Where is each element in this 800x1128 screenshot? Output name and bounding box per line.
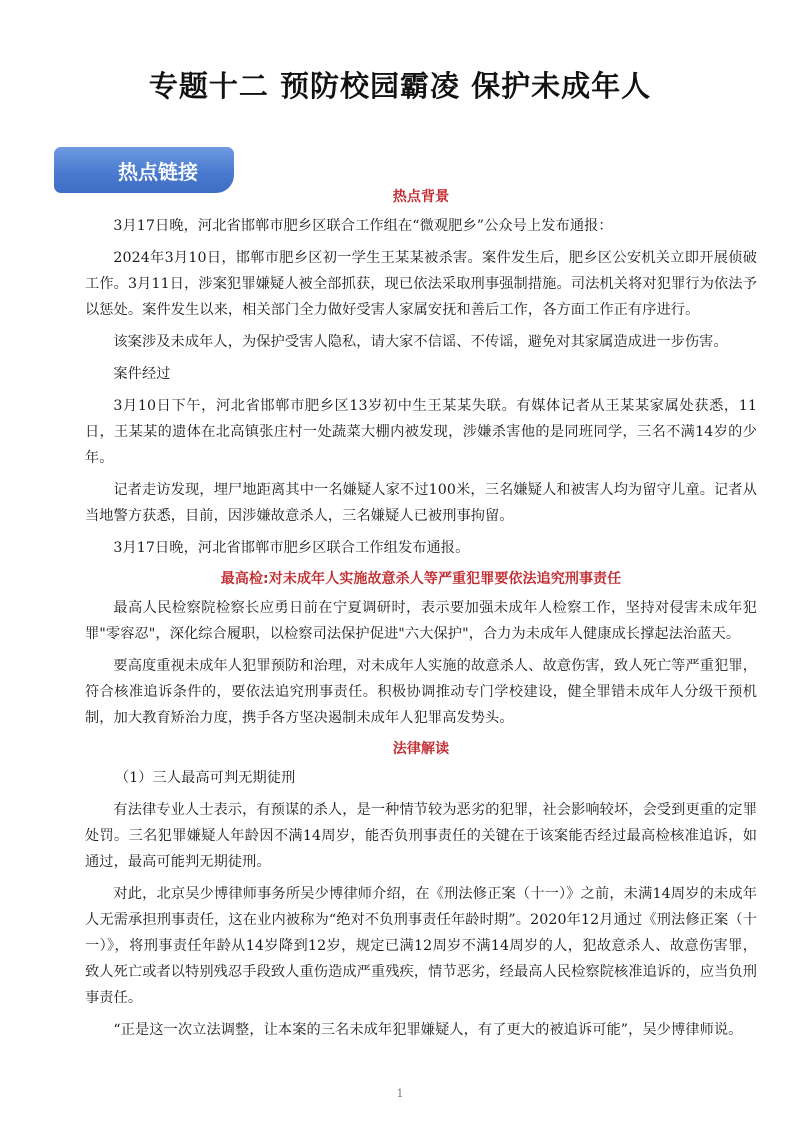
legal-subheading: （1）三人最高可判无期徒刑	[114, 770, 296, 786]
paragraph: 3月10日下午，河北省邯郸市肥乡区13岁初中生王某某失联。有媒体记者从王某某家属处获悉，11日，王某某的遗体在北高镇张庄村一处蔬菜大棚内被发现，涉嫌杀害他的是同班同学，三名不满14岁的少年。	[85, 398, 757, 466]
paragraph: 案件经过	[113, 366, 171, 382]
section-heading-legal: 法律解读	[392, 741, 450, 757]
section-heading-procuratorate: 最高检:对未成年人实施故意杀人等严重犯罪要依法追究刑事责任	[220, 571, 622, 587]
page-title: 专题十二 预防校园霸凌 保护未成年人	[148, 69, 652, 103]
paragraph: 要高度重视未成年人犯罪预防和治理，对未成年人实施的故意杀人、故意伤害，致人死亡等严重犯罪，符合核准追诉条件的，要依法追究刑事责任。积极协调推动专门学校建设，健全罪错未成年人分级干预机制，加大教育矫治力度，携手各方坚决遏制未成年人犯罪高发势头。	[85, 658, 757, 726]
article-body	[85, 185, 757, 1049]
paragraph: 2024年3月10日，邯郸市肥乡区初一学生王某某被杀害。案件发生后，肥乡区公安机关立即开展侦破工作。3月11日，涉案犯罪嫌疑人被全部抓获，现已依法采取刑事强制措施。司法机关将对犯罪行为依法予以惩处。案件发生以来，相关部门全力做好受害人家属安抚和善后工作，各方面工作正有序进行。	[85, 250, 757, 318]
paragraph: 该案涉及未成年人，为保护受害人隐私，请大家不信谣、不传谣，避免对其家属造成进一步伤害。	[113, 334, 728, 350]
page-number: 1	[396, 1087, 404, 1100]
paragraph: 有法律专业人士表示，有预谋的杀人，是一种情节较为恶劣的犯罪，社会影响较坏，会受到更重的定罪处罚。三名犯罪嫌疑人年龄因不满14周岁，能否负刑事责任的关键在于该案能否经过最高检核准追诉，如通过，最高可能判无期徒刑。	[85, 802, 757, 870]
paragraph: 最高人民检察院检察长应勇日前在宁夏调研时，表示要加强未成年人检察工作，坚持对侵害未成年犯罪"零容忍"，深化综合履职，以检察司法保护促进"六大保护"，合力为未成年人健康成长撑起法治蓝天。	[85, 600, 757, 642]
paragraph: “正是这一次立法调整，让本案的三名未成年犯罪嫌疑人，有了更大的被追诉可能”，吴少博律师说。	[113, 1022, 743, 1038]
paragraph: 记者走访发现，埋尸地距离其中一名嫌疑人家不过100米，三名嫌疑人和被害人均为留守儿童。记者从当地警方获悉，目前，因涉嫌故意杀人，三名嫌疑人已被刑事拘留。	[85, 482, 757, 524]
paragraph: 3月17日晚，河北省邯郸市肥乡区联合工作组发布通报。	[113, 540, 470, 556]
paragraph: 对此，北京吴少博律师事务所吴少博律师介绍，在《刑法修正案（十一）》之前，未满14周岁的未成年人无需承担刑事责任，这在业内被称为“绝对不负刑事责任年龄时期”。2020年12月通过《刑法修正案（十一）》，将刑事责任年龄从14岁降到12岁，规定已满12周岁不满14周岁的人，犯故意杀人、故意伤害罪，致人死亡或者以特别残忍手段致人重伤造成严重残疾，情节恶劣，经最高人民检察院核准追诉的，应当负刑事责任。	[85, 886, 757, 1006]
paragraph: 3月17日晚，河北省邯郸市肥乡区联合工作组在“微观肥乡”公众号上发布通报：	[113, 218, 613, 234]
banner-label: 热点链接	[118, 160, 198, 184]
section-heading-background: 热点背景	[392, 189, 450, 205]
